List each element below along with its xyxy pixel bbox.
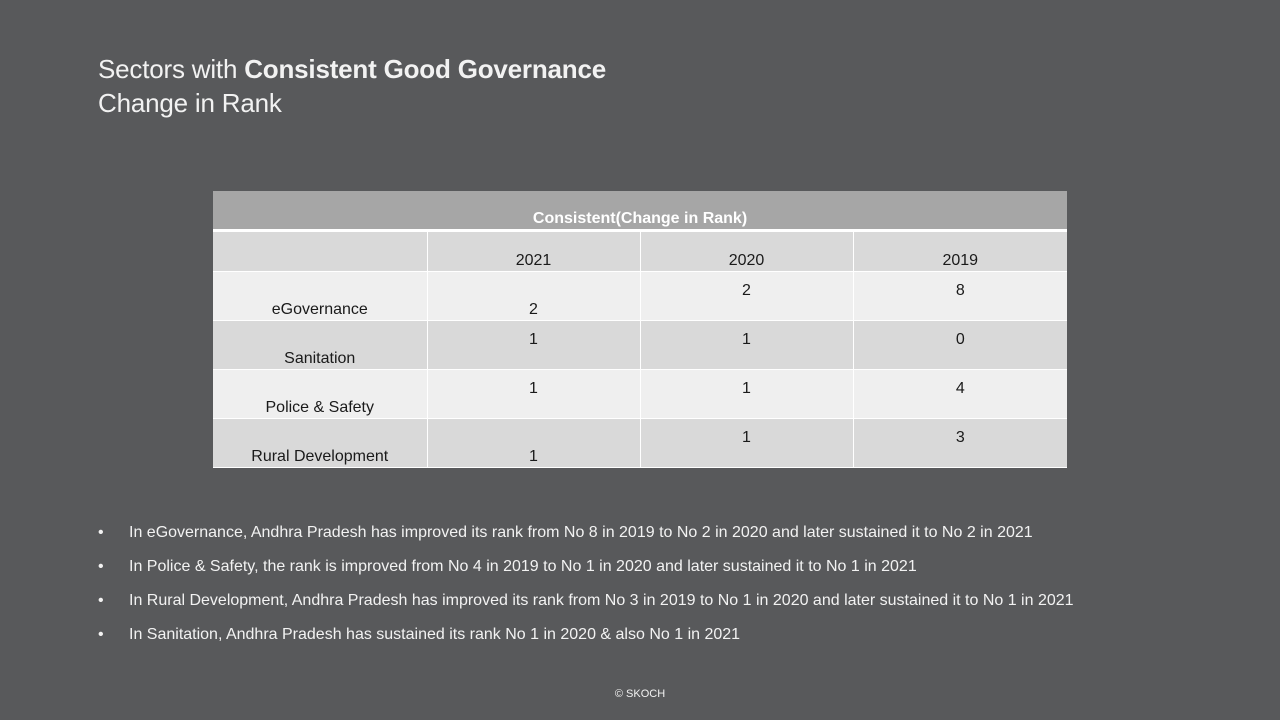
sector-cell: Sanitation — [213, 321, 427, 370]
value-cell: 8 — [853, 272, 1067, 321]
rank-table-container — [213, 191, 1067, 468]
table-row — [213, 321, 1067, 370]
value-cell: 2 — [427, 272, 640, 321]
bullet-text: In eGovernance, Andhra Pradesh has improved its rank from No 8 in 2019 to No 2 in 2020 and later sustained it to No 2 in 2021 — [129, 524, 1033, 541]
header-cell-2020: 2020 — [640, 231, 853, 272]
sector-cell: eGovernance — [213, 272, 427, 321]
header-cell-empty — [213, 231, 427, 272]
bullet-text: In Rural Development, Andhra Pradesh has improved its rank from No 3 in 2019 to No 1 in 2020 and later sustained it to No 1 in 2021 — [129, 592, 1074, 609]
table-header-row — [213, 231, 1067, 272]
bullet-marker: • — [98, 592, 104, 609]
value-cell: 1 — [427, 419, 640, 468]
title-prefix: Sectors with — [98, 54, 245, 84]
sector-cell: Rural Development — [213, 419, 427, 468]
value-cell: 4 — [853, 370, 1067, 419]
value-cell: 1 — [427, 321, 640, 370]
bullet-item — [98, 520, 1198, 554]
table-row — [213, 419, 1067, 468]
value-cell: 2 — [640, 272, 853, 321]
header-cell-2021: 2021 — [427, 231, 640, 272]
value-cell: 1 — [640, 370, 853, 419]
sector-cell: Police & Safety — [213, 370, 427, 419]
bullet-marker: • — [98, 524, 104, 541]
value-cell: 1 — [640, 419, 853, 468]
table-row — [213, 370, 1067, 419]
value-cell: 1 — [427, 370, 640, 419]
bullet-text: In Sanitation, Andhra Pradesh has sustained its rank No 1 in 2020 & also No 1 in 2021 — [129, 626, 741, 643]
table-row — [213, 272, 1067, 321]
title-line-1 — [98, 52, 606, 86]
title-line-2: Change in Rank — [98, 88, 282, 118]
title-emphasis: Consistent Good Governance — [244, 54, 606, 84]
table-title-row — [213, 191, 1067, 231]
value-cell: 3 — [853, 419, 1067, 468]
bullet-marker: • — [98, 558, 104, 575]
value-cell: 1 — [640, 321, 853, 370]
bullet-item — [98, 554, 1198, 588]
bullet-marker: • — [98, 626, 104, 643]
value-cell: 0 — [853, 321, 1067, 370]
bullet-item — [98, 588, 1198, 622]
bullet-item — [98, 622, 1198, 656]
table-title — [213, 191, 1067, 231]
slide-title — [98, 52, 606, 120]
rank-table — [213, 191, 1067, 468]
footer-copyright: © SKOCH — [614, 688, 666, 700]
header-cell-2019: 2019 — [853, 231, 1067, 272]
bullet-text: In Police & Safety, the rank is improved from No 4 in 2019 to No 1 in 2020 and later sustained it to No 1 in 2021 — [129, 558, 917, 575]
table-title-text: Consistent(Change in Rank) — [532, 210, 748, 227]
bullet-list — [98, 520, 1198, 656]
